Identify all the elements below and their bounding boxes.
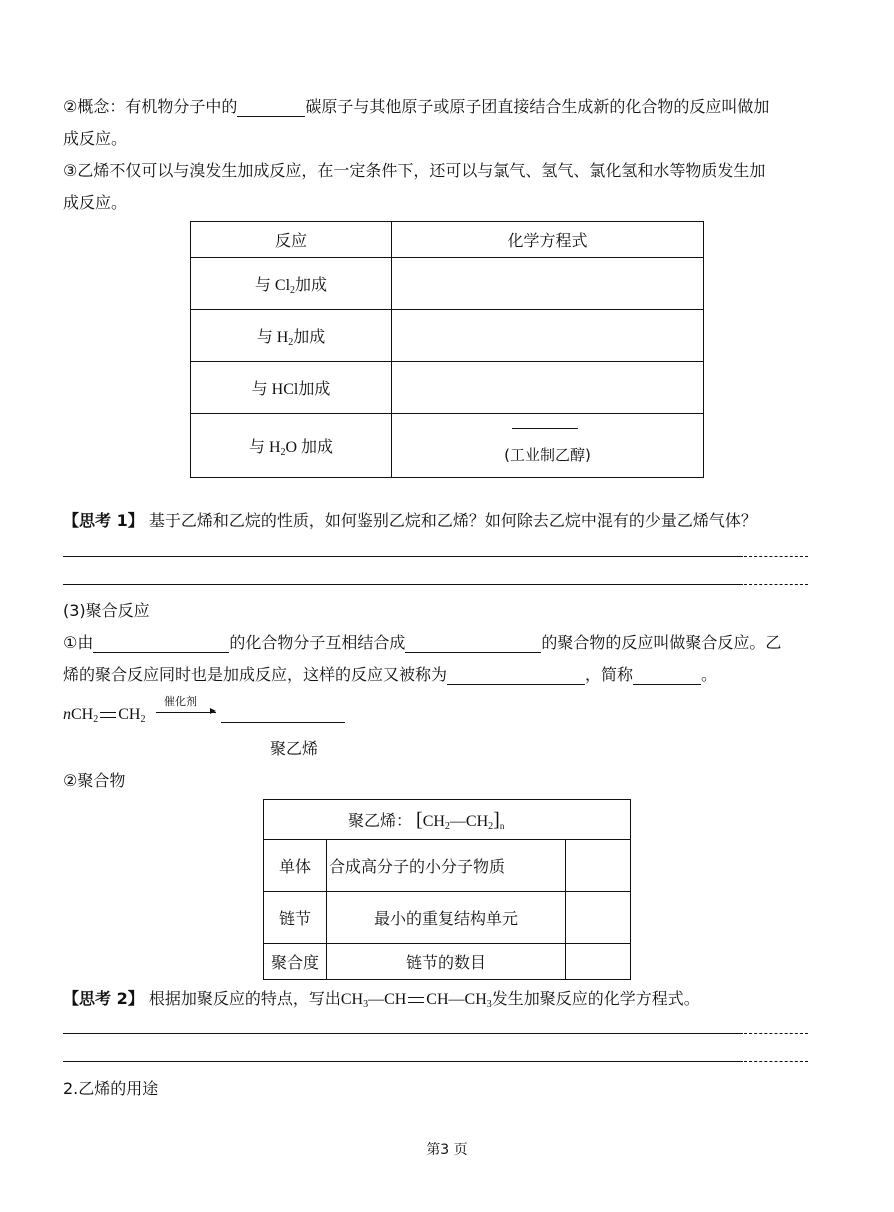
blank-addition-polymerization[interactable] <box>447 667 585 685</box>
think-2: 【思考 2】 根据加聚反应的特点，写出$CH_3—CH$ $CH—CH_3$发生加聚反应的化学方程式。 <box>63 989 700 1010</box>
answer-line-dashed <box>744 1033 808 1034</box>
arrow-blank <box>512 428 578 429</box>
table-row <box>264 944 631 980</box>
page-footer: 第3 页 <box>426 1142 468 1158</box>
concept-line <box>63 94 769 117</box>
concept-text-post: 碳原子与其他原子或原子团直接结合生成新的化合物的反应叫做加 <box>305 97 770 116</box>
reaction-h2o: 与 $H_2O$ 加成 <box>191 414 392 478</box>
product-blank[interactable] <box>221 722 345 723</box>
bracket-left-icon: [ <box>416 808 423 831</box>
catalyst-label: 催化剂 <box>164 695 197 708</box>
reaction-arrow <box>156 712 216 713</box>
table-row <box>191 310 704 362</box>
polymer-subheading: ②聚合物 <box>63 771 126 790</box>
table-header-reaction: 反应 <box>191 222 392 258</box>
table-row <box>191 414 704 478</box>
equation-cell-h2[interactable] <box>392 310 704 362</box>
product-label: 聚乙烯 <box>270 739 319 758</box>
polymerization-equation: nCH$_2$ $CH_2$ <box>63 706 146 725</box>
answer-line-dashed <box>744 1061 808 1062</box>
desc-monomer: 合成高分子的小分子物质 <box>327 840 566 892</box>
polymer-line-1: ①由 的化合物分子互相结合成 的聚合物的反应叫做聚合反应。乙 <box>63 633 782 652</box>
table-row <box>191 362 704 414</box>
answer-line[interactable] <box>63 556 743 557</box>
arrow-head-icon <box>210 708 216 714</box>
answer-cell[interactable] <box>566 892 631 944</box>
think-1-label: 【思考 1】 <box>63 511 144 530</box>
desc-degree: 链节的数目 <box>327 944 566 980</box>
table-row <box>191 258 704 310</box>
think-1 <box>63 508 757 531</box>
answer-line[interactable] <box>63 584 743 585</box>
term-degree: 聚合度 <box>264 944 327 980</box>
reaction-cl2: 与 $Cl_2$加成 <box>191 258 392 310</box>
concept-text-pre: ②概念：有机物分子中的 <box>63 97 238 116</box>
blank-monomer[interactable] <box>93 635 229 653</box>
double-bond <box>100 712 116 718</box>
polyethylene-title: 聚乙烯： $[CH_2—CH_2]_n$ <box>264 800 631 840</box>
term-chain-unit: 链节 <box>264 892 327 944</box>
uses-heading: 2.乙烯的用途 <box>63 1079 159 1098</box>
answer-line[interactable] <box>63 1033 743 1034</box>
table-row <box>264 840 631 892</box>
blank-polymer[interactable] <box>405 635 541 653</box>
answer-line-dashed <box>744 584 808 585</box>
equation-cell-hcl[interactable] <box>392 362 704 414</box>
think-2-label: 【思考 2】 <box>63 989 144 1008</box>
double-bond <box>408 997 424 1003</box>
table-row <box>264 892 631 944</box>
polymer-heading: (3)聚合反应 <box>63 601 150 620</box>
term-monomer: 单体 <box>264 840 327 892</box>
answer-line-dashed <box>744 556 808 557</box>
reaction-hcl: 与 HCl加成 <box>191 362 392 414</box>
answer-cell[interactable] <box>566 840 631 892</box>
think-1-text: 基于乙烯和乙烷的性质，如何鉴别乙烷和乙烯？如何除去乙烷中混有的少量乙烯气体？ <box>148 511 757 530</box>
equation-cell-h2o[interactable] <box>392 414 704 478</box>
addition-line-2: 成反应。 <box>63 193 128 212</box>
addition-line-1: ③乙烯不仅可以与溴发生加成反应，在一定条件下，还可以与氯气、氢气、氯化氢和水等物质发生加 <box>63 161 766 180</box>
concept-blank[interactable] <box>237 99 305 117</box>
addition-reaction-table <box>190 221 704 478</box>
industrial-ethanol-note: (工业制乙醇) <box>504 446 591 464</box>
desc-chain-unit: 最小的重复结构单元 <box>327 892 566 944</box>
polymer-line-2: 烯的聚合反应同时也是加成反应，这样的反应又被称为 ，简称 。 <box>63 665 718 684</box>
equation-cell-cl2[interactable] <box>392 258 704 310</box>
polymer-table <box>263 799 631 980</box>
table-header-equation: 化学方程式 <box>392 222 704 258</box>
reaction-h2: 与 $H_2$加成 <box>191 310 392 362</box>
answer-line[interactable] <box>63 1061 743 1062</box>
blank-short-name[interactable] <box>633 667 701 685</box>
answer-cell[interactable] <box>566 944 631 980</box>
concept-line-cont: 成反应。 <box>63 129 128 148</box>
bracket-right-icon: ] <box>493 808 500 831</box>
